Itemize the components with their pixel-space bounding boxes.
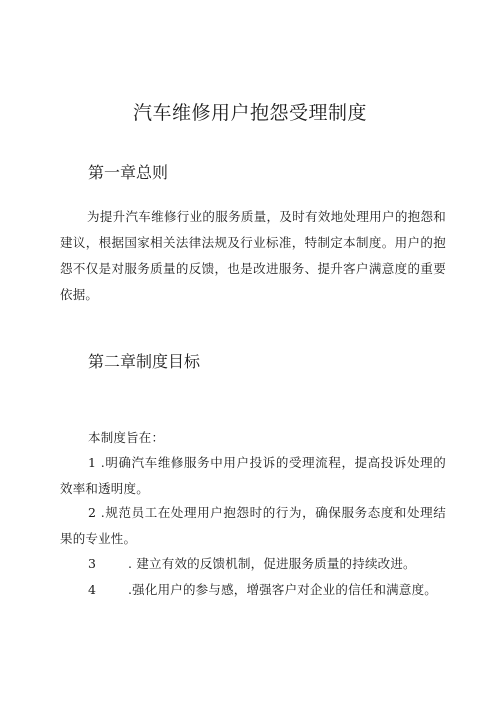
document-title: 汽车维修用户抱怨受理制度 xyxy=(132,102,367,124)
list-item xyxy=(60,577,446,603)
list-item-number: 3 xyxy=(88,556,97,571)
list-item-text: .规范员工在处理用户抱怨时的行为，确保服务态度和处理结果的专业性。 xyxy=(60,505,446,546)
list-item-text: .明确汽车维修服务中用户投诉的受理流程，提高投诉处理的效率和透明度。 xyxy=(60,455,446,496)
chapter-1-paragraph: 为提升汽车维修行业的服务质量，及时有效地处理用户的抱怨和建议，根据国家相关法律法规及行业标准，特制定本制度。用户的抱怨不仅是对服务质量的反馈，也是改进服务、提升客户满意度的重要依据。 xyxy=(60,209,446,302)
list-item-text: . 建立有效的反馈机制，促进服务质量的持续改进。 xyxy=(128,556,416,571)
chapter-2-intro: 本制度旨在： xyxy=(88,430,165,445)
list-item-number: 1 xyxy=(88,455,97,470)
list-item xyxy=(60,551,446,577)
list-item xyxy=(60,450,446,502)
list-item xyxy=(60,500,446,552)
list-item-text: .强化用户的参与感，增强客户对企业的信任和满意度。 xyxy=(128,582,437,597)
list-item-number: 2 xyxy=(88,505,97,520)
chapter-2-heading: 第二章制度目标 xyxy=(88,352,201,371)
list-item-number: 4 xyxy=(88,582,97,597)
chapter-1-heading: 第一章总则 xyxy=(88,163,169,182)
